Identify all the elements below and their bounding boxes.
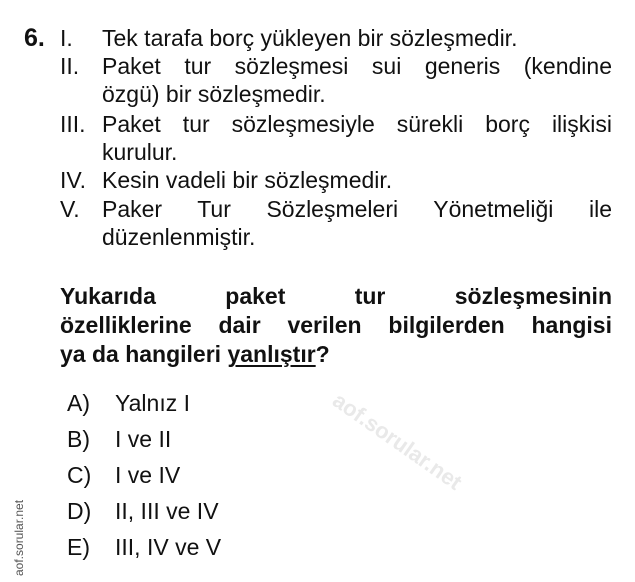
option-text: II, III ve IV: [115, 498, 219, 524]
statement-2: [60, 52, 612, 108]
option-text: III, IV ve V: [115, 534, 222, 560]
option-a[interactable]: [67, 389, 190, 417]
option-letter: B): [67, 426, 90, 452]
statement-5: [60, 195, 612, 251]
statement-roman: IV.: [60, 167, 87, 193]
option-text: I ve IV: [115, 462, 181, 488]
prompt-line: özelliklerine dair verilen bilgilerden hangisi: [60, 312, 612, 338]
prompt-question-mark: ?: [315, 341, 330, 367]
statement-roman: V.: [60, 196, 80, 222]
prompt-line: Yukarıda paket tur sözleşmesinin: [60, 283, 612, 309]
option-letter: E): [67, 534, 90, 560]
statement-roman: I.: [60, 25, 73, 51]
statement-text: Tek tarafa borç yükleyen bir sözleşmedir.: [102, 25, 518, 51]
option-b[interactable]: [67, 425, 171, 453]
option-d[interactable]: [67, 497, 219, 525]
option-letter: A): [67, 390, 90, 416]
prompt-emphasis: yanlıştır: [227, 341, 316, 367]
statement-text: Paket tur sözleşmesiyle sürekli borç ilişkisi: [102, 111, 612, 137]
watermark-side: aof.sorular.net: [12, 499, 26, 576]
statement-text: düzenlenmiştir.: [102, 224, 256, 250]
statement-1: [60, 24, 612, 52]
option-text: I ve II: [115, 426, 172, 452]
option-c[interactable]: [67, 461, 180, 489]
statement-text: özgü) bir sözleşmedir.: [102, 81, 326, 107]
option-letter: C): [67, 462, 92, 488]
option-text: Yalnız I: [115, 390, 190, 416]
statement-text: Kesin vadeli bir sözleşmedir.: [102, 167, 393, 193]
prompt-text: ya da hangileri: [60, 341, 228, 367]
statement-text: Paker Tur Sözleşmeleri Yönetmeliği ile: [102, 196, 612, 222]
question-prompt: [60, 282, 612, 369]
option-e[interactable]: [67, 533, 221, 561]
statement-text: Paket tur sözleşmesi sui generis (kendine: [102, 53, 612, 79]
statement-roman: III.: [60, 111, 86, 137]
option-letter: D): [67, 498, 92, 524]
watermark-diagonal: aof.sorular.net: [328, 387, 467, 495]
prompt-line: [60, 340, 612, 369]
statement-roman: II.: [60, 53, 80, 79]
statement-3: [60, 110, 612, 166]
question-number: 6.: [24, 24, 45, 52]
statement-4: [60, 166, 612, 194]
statement-text: kurulur.: [102, 139, 178, 165]
